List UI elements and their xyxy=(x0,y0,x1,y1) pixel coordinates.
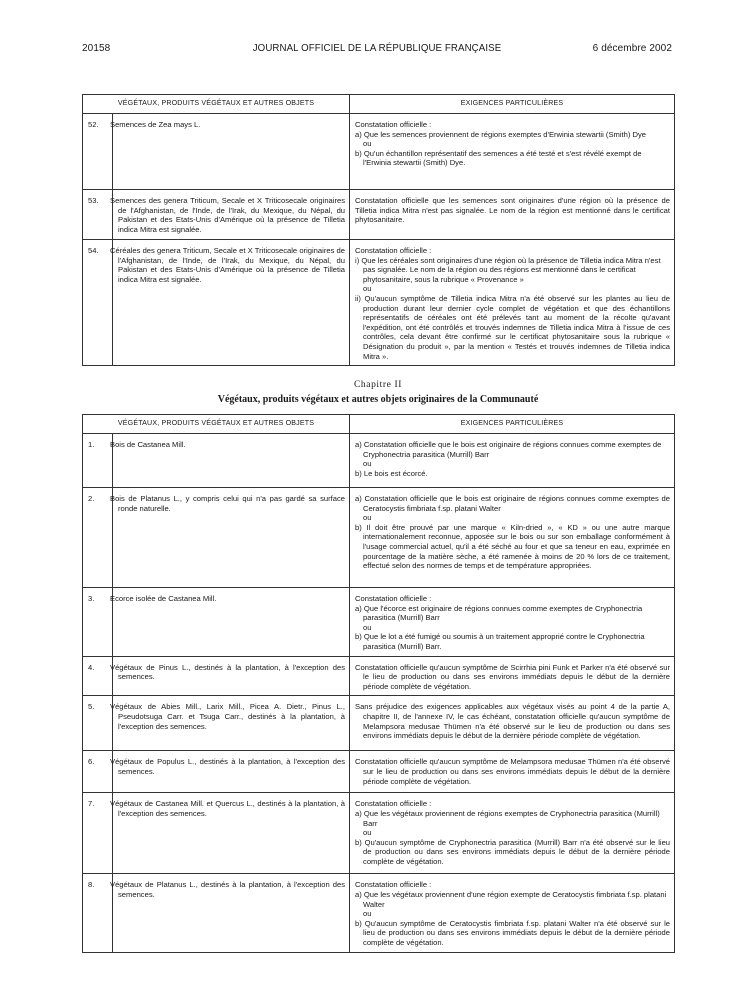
row-number: 4. xyxy=(83,656,113,696)
row-number: 52. xyxy=(83,114,113,190)
row-requirements xyxy=(350,114,675,190)
column-header-products: VÉGÉTAUX, PRODUITS VÉGÉTAUX ET AUTRES OBJETS xyxy=(83,95,350,114)
table-chapter-1 xyxy=(82,94,675,366)
requirement-line: Constatation officielle : xyxy=(355,880,432,890)
row-number: 8. xyxy=(83,874,113,952)
requirement-line: ou xyxy=(363,828,372,838)
table-row xyxy=(83,874,675,952)
table-row xyxy=(83,588,675,657)
requirement-line: ii) Qu'aucun symptôme de Tilletia indica Mitra n'a été observé sur les plantes au lieu de production durant leur dernier cycle complet de végétation et que des échantillons représentatifs de céréales ont été prélevés tant au moment de la récolte qu'avant l'expédition, ont été contrôlés et trouvés indemnes de Tilletia indica Mitra à l'issue de ces contrôles, cela devant être confirmé sur le certificat phytosanitaire sous la rubrique « Désignation du produit », par la mention « Testés et trouvés indemnes de Tilletia indica Mitra ». xyxy=(355,293,671,361)
row-requirements xyxy=(350,190,675,240)
requirement-line: Constatation officielle qu'aucun symptôme de Melampsora medusae Thümen n'a été observé sur le lieu de production ou dans ses environs immédiats depuis le début de la dernière période complète de végétation. xyxy=(355,757,671,786)
column-header-requirements: EXIGENCES PARTICULIÈRES xyxy=(350,95,675,114)
row-product: Semences des genera Triticum, Secale et X Triticosecale originaires de l'Afghanistan, de l'Inde, de l'Irak, du Mexique, du Népal, du Pakistan et des Etats-Unis d'Amérique où la présence de Tilletia indica Mitra est signalée. xyxy=(113,190,350,240)
requirement-line: Constatation officielle : xyxy=(355,594,432,603)
requirement-line: a) Constatation officielle que le bois est originaire de régions connues comme exemptes de Cryphonectria parasitica (Murrill) Barr xyxy=(355,440,662,459)
row-product: Ecorce isolée de Castanea Mill. xyxy=(113,588,350,657)
row-product: Céréales des genera Triticum, Secale et X Triticosecale originaires de l'Afghanistan, de l'Inde, de l'Irak, du Mexique, du Népal, du Pakistan et des Etats-Unis d'Amérique où la présence de Tilletia indica Mitra est signalée. xyxy=(113,240,350,366)
row-number: 3. xyxy=(83,588,113,657)
row-requirements xyxy=(350,696,675,751)
table-row xyxy=(83,751,675,793)
column-header-products: VÉGÉTAUX, PRODUITS VÉGÉTAUX ET AUTRES OBJETS xyxy=(83,415,350,434)
requirement-line: Constatation officielle : xyxy=(355,120,432,129)
requirement-line: Constatation officielle : xyxy=(355,799,432,809)
page-header xyxy=(82,43,672,57)
row-number: 1. xyxy=(83,434,113,488)
row-requirements xyxy=(350,488,675,588)
row-product: Bois de Castanea Mill. xyxy=(113,434,350,488)
journal-title: JOURNAL OFFICIEL DE LA RÉPUBLIQUE FRANÇAISE xyxy=(252,43,502,54)
requirement-line: b) Que le lot a été fumigé ou soumis à un traitement approprié contre le Cryphonectria parasitica (Murrill) Barr. xyxy=(355,632,645,651)
table-row xyxy=(83,488,675,588)
row-requirements xyxy=(350,434,675,488)
requirement-line: b) Le bois est écorcé. xyxy=(355,468,428,478)
row-requirements xyxy=(350,656,675,696)
row-requirements xyxy=(350,751,675,793)
requirement-line: a) Que l'écorce est originaire de régions connues comme exemptes de Cryphonectria parasitica (Murrill) Barr xyxy=(355,603,643,623)
table-row xyxy=(83,240,675,366)
row-number: 54. xyxy=(83,240,113,366)
publication-date: 6 décembre 2002 xyxy=(592,43,672,54)
row-number: 5. xyxy=(83,696,113,751)
row-product: Semences de Zea mays L. xyxy=(113,114,350,190)
table-row xyxy=(83,793,675,874)
row-product: Bois de Platanus L., y compris celui qui n'a pas gardé sa surface ronde naturelle. xyxy=(113,488,350,588)
table-chapter-2 xyxy=(82,414,675,953)
table-header-row xyxy=(83,415,675,434)
requirement-line: ou xyxy=(363,622,372,632)
row-requirements xyxy=(350,793,675,874)
table-row xyxy=(83,696,675,751)
requirement-line: ou xyxy=(363,284,372,294)
requirement-line: b) Il doit être prouvé par une marque « Kiln-dried », « KD » ou une autre marque internationalement reconnue, apposée sur le bois ou sur son emballage conformément à l'usage commercial actuel, qu'il a été séché au four et que sa teneur en eau, exprimée en pourcentage de la matière sèche, a été ramenée à moins de 20 % lors de ce traitement, effectué selon des normes de temps et de température appropriées. xyxy=(355,522,671,571)
row-number: 2. xyxy=(83,488,113,588)
requirement-line: Constatation officielle : xyxy=(355,246,432,255)
requirement-line: ou xyxy=(363,909,372,919)
requirement-line: b) Qu'un échantillon représentatif des semences a été testé et s'est révélé exempt de l'Erwinia stewartii (Smith) Dye. xyxy=(355,148,642,168)
requirement-line: ou xyxy=(363,139,372,149)
row-product: Végétaux de Castanea Mill. et Quercus L., destinés à la plantation, à l'exception des semences. xyxy=(113,793,350,874)
requirement-line: b) Qu'aucun symptôme de Cryphonectria parasitica (Murrill) Barr n'a été observé sur le lieu de production ou dans ses environs immédiats depuis le début de la dernière période complète de végétation. xyxy=(355,837,671,866)
requirement-line: ou xyxy=(363,513,372,523)
requirement-line: Constatation officielle que les semences sont originaires d'une région où la présence de Tilletia indica Mitra n'est pas signalée. Le nom de la région est mentionné dans le certificat phytosanitaire. xyxy=(355,196,671,225)
table-row xyxy=(83,190,675,240)
table-row xyxy=(83,434,675,488)
row-requirements xyxy=(350,240,675,366)
row-number: 6. xyxy=(83,751,113,793)
chapter-title: Végétaux, produits végétaux et autres objets originaires de la Communauté xyxy=(217,394,539,405)
table-row xyxy=(83,656,675,696)
chapter-label: Chapitre II xyxy=(353,380,402,390)
requirement-line: Sans préjudice des exigences applicables aux végétaux visés au point 4 de la partie A, chapitre II, de l'annexe IV, le cas échéant, constatation officielle qu'aucun symptôme de Melampsora medusae Thümen n'a été observé sur le lieu de production ou dans ses environs immédiats depuis le début de la dernière période complète de végétation. xyxy=(355,702,671,741)
requirement-line: a) Constatation officielle que le bois est originaire de régions connues comme exemptes de Ceratocystis fimbriata f.sp. platani Walter xyxy=(355,494,671,513)
row-product: Végétaux de Pinus L., destinés à la plantation, à l'exception des semences. xyxy=(113,656,350,696)
row-product: Végétaux de Abies Mill., Larix Mill., Picea A. Dietr., Pinus L., Pseudotsuga Carr. et Tsuga Carr., destinés à la plantation, à l'exception des semences. xyxy=(113,696,350,751)
requirement-line: b) Qu'aucun symptôme de Ceratocystis fimbriata f.sp. platani Walter n'a été observé sur le lieu de production ou dans ses environs immédiats depuis le début de la dernière période complète de végétation. xyxy=(355,918,671,947)
requirement-line: a) Que les semences proviennent de régions exemptes d'Erwinia stewartii (Smith) Dye xyxy=(355,129,646,139)
table-header-row xyxy=(83,95,675,114)
table-row xyxy=(83,114,675,190)
row-product: Végétaux de Populus L., destinés à la plantation, à l'exception des semences. xyxy=(113,751,350,793)
row-product: Végétaux de Platanus L., destinés à la plantation, à l'exception des semences. xyxy=(113,874,350,952)
row-number: 53. xyxy=(83,190,113,240)
row-number: 7. xyxy=(83,793,113,874)
page-number: 20158 xyxy=(82,43,111,54)
requirement-line: a) Que les végétaux proviennent d'une région exempte de Ceratocystis fimbriata f.sp. platani Walter xyxy=(355,889,667,909)
row-requirements xyxy=(350,874,675,952)
requirement-line: a) Que les végétaux proviennent de régions exemptes de Cryphonectria parasitica (Murrill) Barr xyxy=(355,808,660,828)
requirement-line: i) Que les céréales sont originaires d'une région où la présence de Tilletia indica Mitra n'est pas signalée. Le nom de la région ou des régions est mentionné dans le certificat phytosanitaire, sous la rubrique « Provenance » xyxy=(355,255,661,284)
column-header-requirements: EXIGENCES PARTICULIÈRES xyxy=(350,415,675,434)
requirement-line: ou xyxy=(363,459,372,469)
requirement-line: Constatation officielle qu'aucun symptôme de Scirrhia pini Funk et Parker n'a été observé sur le lieu de production ou dans ses environs immédiats depuis le début de la dernière période complète de végétation. xyxy=(355,662,671,691)
row-requirements xyxy=(350,588,675,657)
